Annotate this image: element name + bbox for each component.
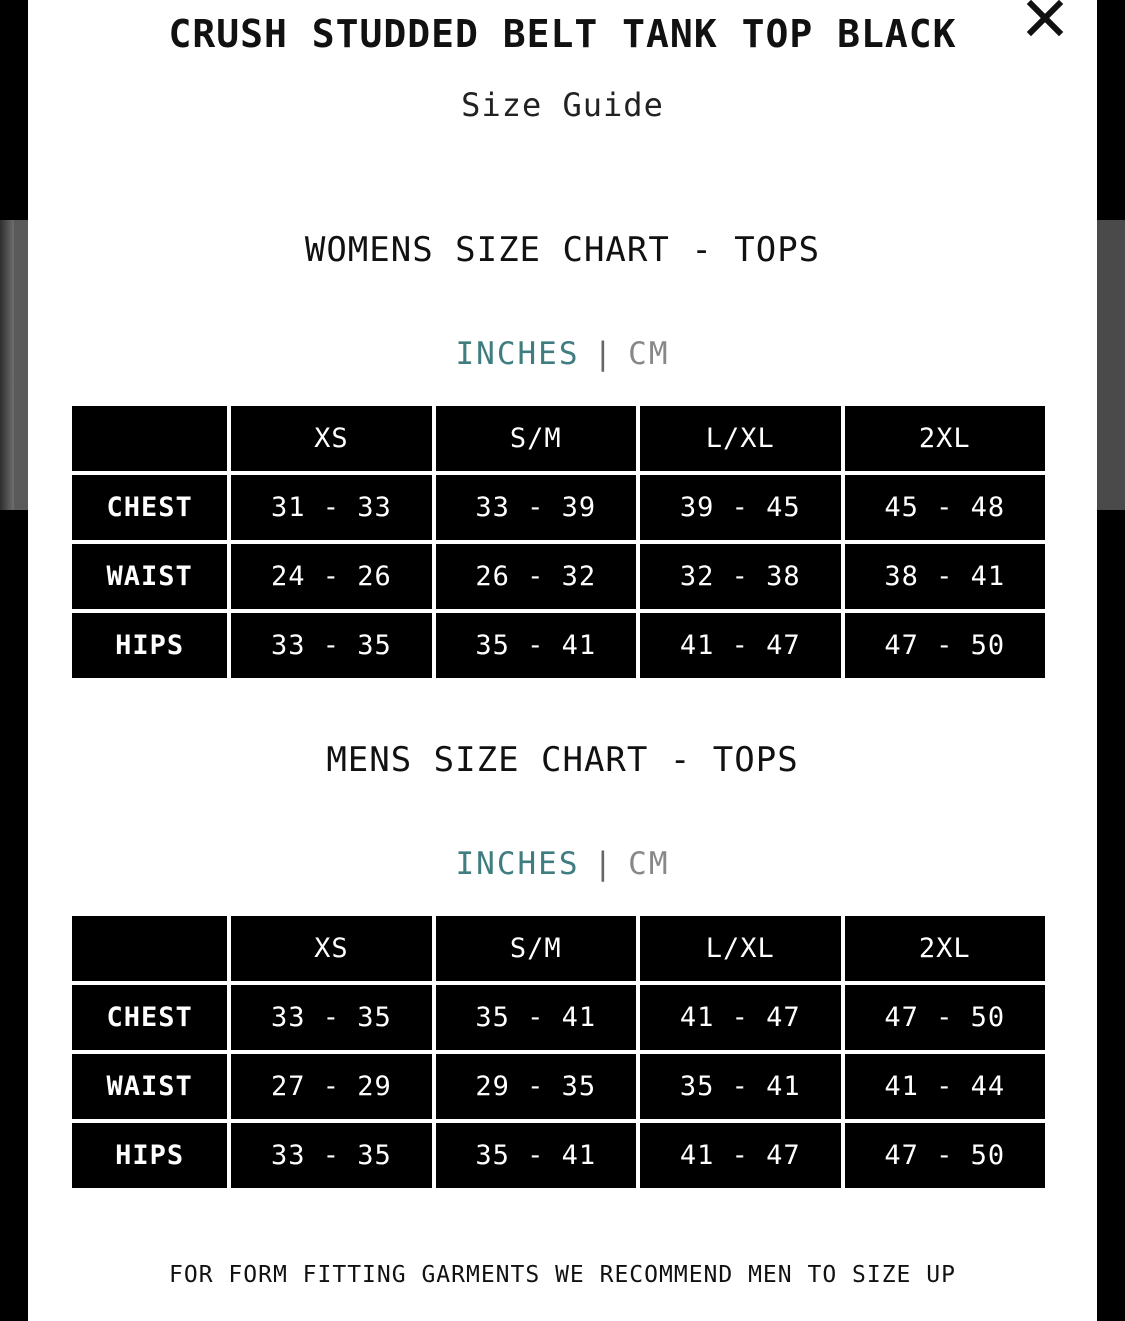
table-cell: 33 - 39 <box>436 475 636 540</box>
table-cell: 38 - 41 <box>845 544 1045 609</box>
size-guide-modal <box>28 0 1097 1321</box>
womens-chart-title: WOMENS SIZE CHART - TOPS <box>304 230 821 270</box>
table-cell: 39 - 45 <box>640 475 841 540</box>
table-header-row <box>72 916 1045 981</box>
column-header-2xl: 2XL <box>845 916 1045 981</box>
table-cell: 47 - 50 <box>845 613 1045 678</box>
mens-inches-toggle[interactable]: INCHES <box>455 846 580 882</box>
row-header-chest: CHEST <box>72 985 227 1050</box>
table-cell: 33 - 35 <box>231 613 431 678</box>
mens-chart-title: MENS SIZE CHART - TOPS <box>326 740 799 780</box>
column-header-xs: XS <box>231 406 431 471</box>
column-header-lxl: L/XL <box>640 916 841 981</box>
row-header-waist: WAIST <box>72 1054 227 1119</box>
table-cell: 26 - 32 <box>436 544 636 609</box>
table-cell: 27 - 29 <box>231 1054 431 1119</box>
row-header-chest: CHEST <box>72 475 227 540</box>
table-row-chest <box>72 475 1045 540</box>
column-header-2xl: 2XL <box>845 406 1045 471</box>
table-row-hips <box>72 1123 1045 1188</box>
mens-size-table <box>68 912 1049 1192</box>
row-header-hips: HIPS <box>72 613 227 678</box>
table-row-hips <box>72 613 1045 678</box>
mens-unit-toggle <box>28 846 1097 882</box>
table-cell: 35 - 41 <box>436 1123 636 1188</box>
table-cell: 35 - 41 <box>436 985 636 1050</box>
table-cell: 47 - 50 <box>845 985 1045 1050</box>
sizing-recommendation-note: FOR FORM FITTING GARMENTS WE RECOMMEND MEN TO SIZE UP <box>169 1262 956 1288</box>
table-cell: 35 - 41 <box>436 613 636 678</box>
column-header-lxl: L/XL <box>640 406 841 471</box>
womens-cm-toggle[interactable]: CM <box>628 336 670 372</box>
table-cell: 41 - 47 <box>640 613 841 678</box>
column-header-xs: XS <box>231 916 431 981</box>
unit-separator: | <box>593 846 615 882</box>
table-cell: 47 - 50 <box>845 1123 1045 1188</box>
table-corner-cell <box>72 916 227 981</box>
womens-size-table <box>68 402 1049 682</box>
mens-cm-toggle[interactable]: CM <box>628 846 670 882</box>
unit-separator: | <box>593 336 615 372</box>
product-title: CRUSH STUDDED BELT TANK TOP BLACK <box>168 12 957 56</box>
table-row-waist <box>72 1054 1045 1119</box>
table-cell: 41 - 47 <box>640 985 841 1050</box>
table-cell: 32 - 38 <box>640 544 841 609</box>
table-cell: 41 - 47 <box>640 1123 841 1188</box>
column-header-sm: S/M <box>436 916 636 981</box>
table-cell: 29 - 35 <box>436 1054 636 1119</box>
table-cell: 33 - 35 <box>231 1123 431 1188</box>
size-guide-subtitle: Size Guide <box>461 86 664 124</box>
row-header-hips: HIPS <box>72 1123 227 1188</box>
table-cell: 41 - 44 <box>845 1054 1045 1119</box>
background-product-image-left <box>0 220 28 510</box>
womens-unit-toggle <box>28 336 1097 372</box>
table-corner-cell <box>72 406 227 471</box>
column-header-sm: S/M <box>436 406 636 471</box>
womens-inches-toggle[interactable]: INCHES <box>455 336 580 372</box>
table-cell: 24 - 26 <box>231 544 431 609</box>
table-header-row <box>72 406 1045 471</box>
table-row-chest <box>72 985 1045 1050</box>
table-cell: 31 - 33 <box>231 475 431 540</box>
table-cell: 35 - 41 <box>640 1054 841 1119</box>
background-product-image-right <box>1097 220 1125 510</box>
table-row-waist <box>72 544 1045 609</box>
row-header-waist: WAIST <box>72 544 227 609</box>
table-cell: 33 - 35 <box>231 985 431 1050</box>
table-cell: 45 - 48 <box>845 475 1045 540</box>
